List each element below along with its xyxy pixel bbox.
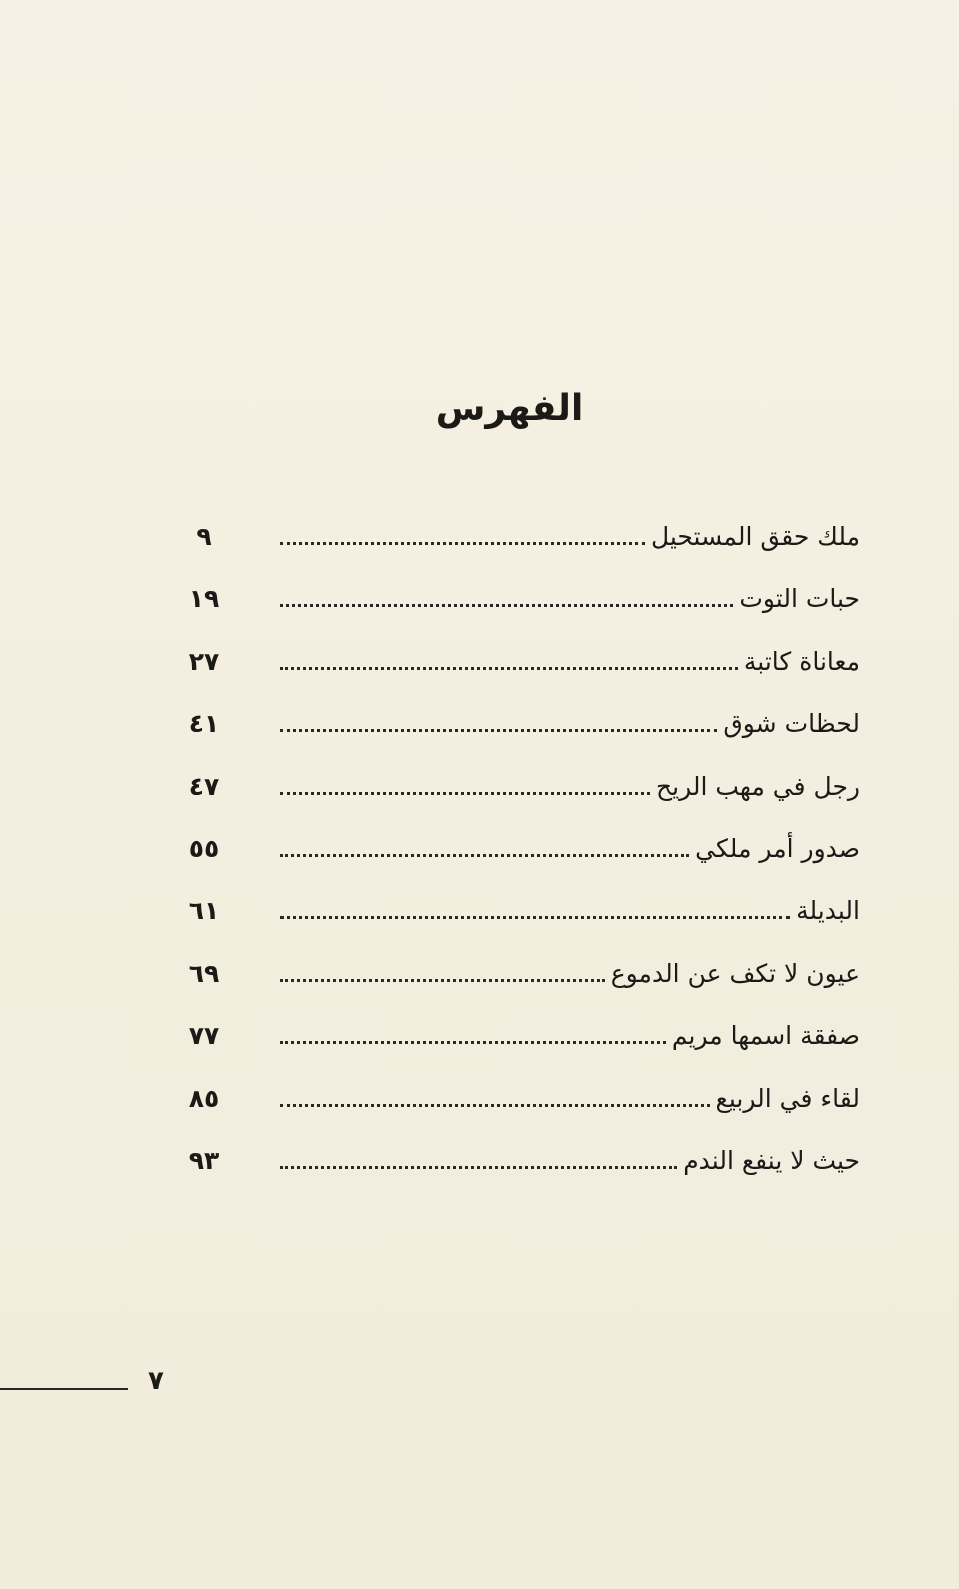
dot-leader bbox=[280, 792, 650, 795]
toc-entry bbox=[180, 647, 860, 709]
toc-entry-title: عيون لا تكف عن الدموع bbox=[610, 958, 860, 988]
toc-entry bbox=[180, 896, 860, 958]
toc-entry-page: ١٩ bbox=[188, 584, 220, 614]
toc-entry-title: حبات التوت bbox=[739, 584, 860, 614]
dot-leader bbox=[280, 542, 645, 545]
dot-leader bbox=[280, 854, 689, 857]
dot-leader bbox=[280, 1104, 710, 1107]
toc-entry bbox=[180, 1021, 860, 1083]
dot-leader bbox=[280, 667, 738, 670]
dot-leader bbox=[280, 1166, 677, 1169]
toc-entry-title: حيث لا ينفع الندم bbox=[683, 1145, 860, 1175]
toc-entry-title: ملك حقق المستحيل bbox=[650, 522, 860, 551]
toc-entry-title: البديلة bbox=[796, 896, 860, 926]
toc-entry bbox=[180, 1084, 860, 1146]
toc-entry-page: ٢٧ bbox=[188, 646, 220, 676]
toc-entry-title: لحظات شوق bbox=[723, 709, 860, 739]
toc-entry-page: ٦٩ bbox=[188, 958, 220, 988]
toc-entry-title: صفقة اسمها مريم bbox=[671, 1021, 860, 1051]
toc-entry-page: ٤١ bbox=[188, 709, 220, 739]
toc-entry-title: رجل في مهب الريح bbox=[655, 771, 860, 801]
toc-entry-page: ٤٧ bbox=[188, 771, 220, 801]
toc-entry-page: ٧٧ bbox=[188, 1021, 220, 1051]
toc-entry-page: ٩٣ bbox=[188, 1145, 220, 1175]
dot-leader bbox=[280, 979, 605, 982]
toc-entry-page: ٩ bbox=[196, 522, 212, 551]
toc-entry-page: ٥٥ bbox=[188, 833, 220, 863]
table-of-contents bbox=[180, 522, 860, 1208]
dot-leader bbox=[280, 1041, 666, 1044]
toc-entry bbox=[180, 834, 860, 896]
toc-entry bbox=[180, 584, 860, 646]
toc-entry bbox=[180, 772, 860, 834]
toc-entry-page: ٦١ bbox=[188, 896, 220, 926]
page-title: الفهرس bbox=[435, 388, 584, 429]
dot-leader bbox=[280, 729, 717, 732]
dot-leader bbox=[280, 604, 733, 607]
toc-entry bbox=[180, 1146, 860, 1208]
toc-entry-title: لقاء في الربيع bbox=[715, 1083, 860, 1113]
toc-entry bbox=[180, 709, 860, 771]
footer-rule bbox=[0, 1388, 128, 1390]
toc-entry-title: صدور أمر ملكي bbox=[695, 833, 860, 863]
toc-entry bbox=[180, 522, 860, 584]
toc-entry bbox=[180, 959, 860, 1021]
toc-entry-page: ٨٥ bbox=[188, 1083, 220, 1113]
toc-entry-title: معاناة كاتبة bbox=[743, 646, 860, 676]
dot-leader bbox=[280, 916, 790, 919]
footer-page-number: ٧ bbox=[148, 1366, 164, 1396]
